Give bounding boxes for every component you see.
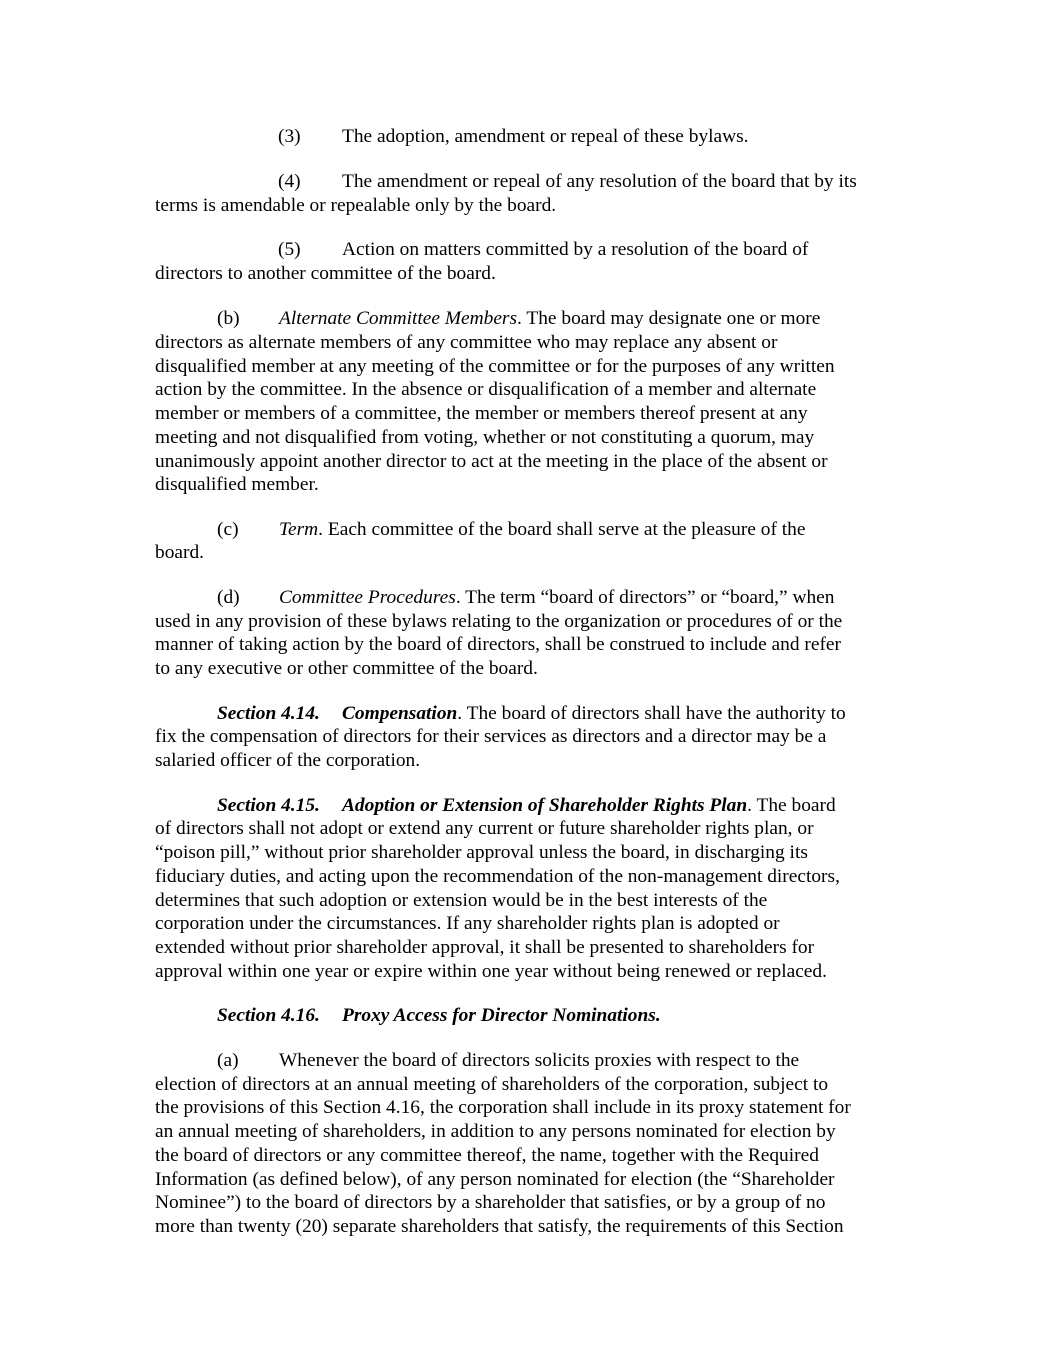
para-b-text-1: . The board may designate one or more bbox=[517, 308, 821, 329]
section-4-15-line: of directors shall not adopt or extend any current or future shareholder rights plan, or bbox=[155, 818, 814, 839]
item-5-line-1 bbox=[278, 238, 808, 262]
item-5-line-2: directors to another committee of the board. bbox=[155, 263, 496, 284]
para-b-line: disqualified member at any meeting of the committee or for the purposes of any written bbox=[155, 356, 835, 377]
para-d-line-1 bbox=[217, 586, 835, 610]
section-4-16-number: Section 4.16. bbox=[217, 1005, 320, 1026]
item-3-text: The adoption, amendment or repeal of these bylaws. bbox=[342, 126, 749, 147]
para-b-line: disqualified member. bbox=[155, 474, 319, 495]
para-d-line: to any executive or other committee of the board. bbox=[155, 658, 538, 679]
para-c-line-1 bbox=[217, 518, 805, 542]
section-4-14-line: salaried officer of the corporation. bbox=[155, 750, 421, 771]
section-4-14-title: Compensation bbox=[342, 703, 458, 724]
para-416a-line: Nominee”) to the board of directors by a shareholder that satisfies, or by a group of no bbox=[155, 1192, 826, 1213]
item-3-label: (3) bbox=[278, 126, 301, 147]
para-b-line-1 bbox=[217, 307, 820, 331]
section-4-15-number: Section 4.15. bbox=[217, 795, 320, 816]
para-416a-line: an annual meeting of shareholders, in addition to any persons nominated for election by bbox=[155, 1121, 836, 1142]
section-4-15-line: determines that such adoption or extension would be in the best interests of the bbox=[155, 890, 768, 911]
item-3 bbox=[278, 125, 749, 149]
para-b-line: directors as alternate members of any committee who may replace any absent or bbox=[155, 332, 778, 353]
section-4-14-line-1 bbox=[217, 702, 846, 726]
section-4-16-title: Proxy Access for Director Nominations. bbox=[342, 1005, 661, 1026]
item-4-line-2: terms is amendable or repealable only by the board. bbox=[155, 195, 557, 216]
para-416a-text-1: Whenever the board of directors solicits proxies with respect to the bbox=[279, 1050, 800, 1071]
para-d-line: used in any provision of these bylaws relating to the organization or procedures of or the bbox=[155, 611, 843, 632]
section-4-14-text-1: . The board of directors shall have the authority to bbox=[457, 703, 846, 724]
para-416a-label: (a) bbox=[217, 1050, 239, 1071]
para-416a-line: the provisions of this Section 4.16, the corporation shall include in its proxy statement for bbox=[155, 1097, 851, 1118]
para-416a-line: Information (as defined below), of any person nominated for election (the “Shareholder bbox=[155, 1169, 835, 1190]
section-4-15-line-1 bbox=[217, 794, 836, 818]
para-416a-line: election of directors at an annual meeting of shareholders of the corporation, subject to bbox=[155, 1074, 829, 1095]
para-b-heading: Alternate Committee Members bbox=[279, 308, 518, 329]
item-4-text-1: The amendment or repeal of any resolution of the board that by its bbox=[342, 171, 857, 192]
para-416a-line: more than twenty (20) separate shareholders that satisfy, the requirements of this Section bbox=[155, 1216, 844, 1237]
section-4-15-line: extended without prior shareholder approval, it shall be presented to shareholders for bbox=[155, 937, 815, 958]
para-416a-line: the board of directors or any committee thereof, the name, together with the Required bbox=[155, 1145, 819, 1166]
para-b-line: meeting and not disqualified from voting, whether or not constituting a quorum, may bbox=[155, 427, 815, 448]
para-d-label: (d) bbox=[217, 587, 240, 608]
section-4-14-line: fix the compensation of directors for their services as directors and a director may be a bbox=[155, 726, 827, 747]
section-4-16-heading bbox=[217, 1004, 661, 1028]
para-c-label: (c) bbox=[217, 519, 239, 540]
para-b-line: unanimously appoint another director to act at the meeting in the place of the absent or bbox=[155, 451, 828, 472]
section-4-15-line: approval within one year or expire within one year without being renewed or replaced. bbox=[155, 961, 827, 982]
para-c-heading: Term bbox=[279, 519, 319, 540]
section-4-15-line: “poison pill,” without prior shareholder approval unless the board, in discharging its bbox=[155, 842, 808, 863]
section-4-15-line: corporation under the circumstances. If any shareholder rights plan is adopted or bbox=[155, 913, 780, 934]
item-5-text-1: Action on matters committed by a resolution of the board of bbox=[342, 239, 809, 260]
para-d-heading: Committee Procedures bbox=[279, 587, 456, 608]
item-4-label: (4) bbox=[278, 171, 301, 192]
para-416a-line-1 bbox=[217, 1049, 799, 1073]
item-5-label: (5) bbox=[278, 239, 301, 260]
section-4-15-text-1: . The board bbox=[747, 795, 836, 816]
para-b-line: action by the committee. In the absence or disqualification of a member and alternate bbox=[155, 379, 817, 400]
para-b-label: (b) bbox=[217, 308, 240, 329]
item-4-line-1 bbox=[278, 170, 857, 194]
para-c-line-2: board. bbox=[155, 542, 204, 563]
section-4-15-title: Adoption or Extension of Shareholder Rights Plan bbox=[342, 795, 748, 816]
section-4-14-number: Section 4.14. bbox=[217, 703, 320, 724]
section-4-15-line: fiduciary duties, and acting upon the recommendation of the non-management directors, bbox=[155, 866, 840, 887]
para-d-line: manner of taking action by the board of directors, shall be construed to include and refer bbox=[155, 634, 841, 655]
para-b-line: member or members of a committee, the member or members thereof present at any bbox=[155, 403, 808, 424]
para-d-text-1: . The term “board of directors” or “board,” when bbox=[455, 587, 835, 608]
para-c-text-1: . Each committee of the board shall serve at the pleasure of the bbox=[318, 519, 806, 540]
